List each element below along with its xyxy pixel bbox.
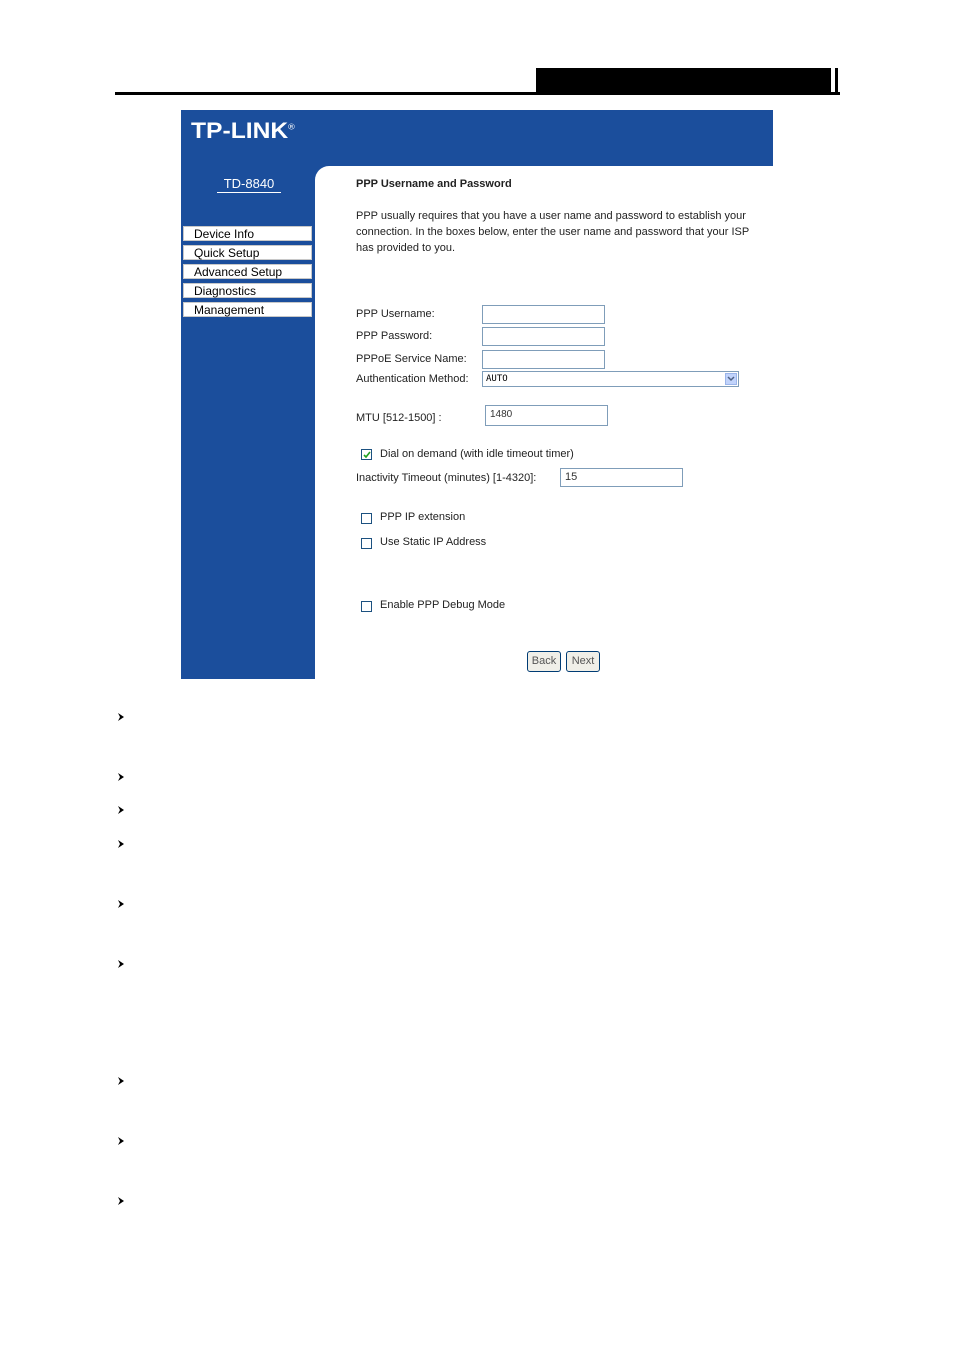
arrow-bullet-icon [116,1076,126,1086]
chevron-down-icon[interactable] [725,373,737,385]
arrow-bullet-icon [116,839,126,849]
page-description: PPP usually requires that you have a user name and password to establish your connection. In the boxes below, enter the user name and password that your ISP has provided to you. [356,210,749,254]
page-title: PPP Username and Password [356,178,512,190]
service-name-label: PPPoE Service Name: [356,353,467,365]
arrow-bullet-icon [116,899,126,909]
auth-method-select[interactable] [482,371,739,387]
menu-advanced-setup[interactable]: Advanced Setup [183,264,312,279]
timeout-label: Inactivity Timeout (minutes) [1-4320]: [356,472,537,484]
username-label: PPP Username: [356,308,435,320]
arrow-bullet-icon [116,712,126,722]
menu-device-info[interactable]: Device Info [183,226,312,241]
auth-method-label: Authentication Method: [356,373,469,385]
sidebar [181,166,315,679]
debug-mode-checkbox[interactable] [361,601,372,612]
back-button[interactable]: Back [527,651,561,672]
document-header-rule [115,92,840,95]
mtu-label: MTU [512-1500] : [356,412,442,424]
router-ui-screenshot [181,110,773,679]
arrow-bullet-icon [116,1136,126,1146]
menu-quick-setup[interactable]: Quick Setup [183,245,312,260]
menu-management[interactable]: Management [183,302,312,317]
tp-link-logo: TP-LINK® [191,118,295,143]
static-ip-checkbox[interactable] [361,538,372,549]
document-header-bar [536,68,831,93]
dial-on-demand-checkbox[interactable] [361,449,372,460]
timeout-input[interactable]: 15 [560,468,683,487]
content-corner [315,166,329,180]
menu-diagnostics[interactable]: Diagnostics [183,283,312,298]
checkmark-icon [363,451,371,459]
document-header-tick [835,68,838,93]
username-input[interactable] [482,305,605,324]
dial-on-demand-label: Dial on demand (with idle timeout timer) [380,448,574,460]
ppp-ip-extension-label: PPP IP extension [380,511,466,523]
password-input[interactable] [482,327,605,346]
static-ip-label: Use Static IP Address [380,536,487,548]
top-banner [181,110,773,166]
next-button[interactable]: Next [566,651,600,672]
arrow-bullet-icon [116,805,126,815]
auth-method-value: AUTO [486,374,508,384]
arrow-bullet-icon [116,959,126,969]
arrow-bullet-icon [116,1196,126,1206]
password-label: PPP Password: [356,330,433,342]
debug-mode-label: Enable PPP Debug Mode [380,599,506,611]
arrow-bullet-icon [116,772,126,782]
model-name: TD-8840 [217,176,281,193]
mtu-input[interactable]: 1480 [485,405,608,426]
service-name-input[interactable] [482,350,605,369]
ppp-ip-extension-checkbox[interactable] [361,513,372,524]
